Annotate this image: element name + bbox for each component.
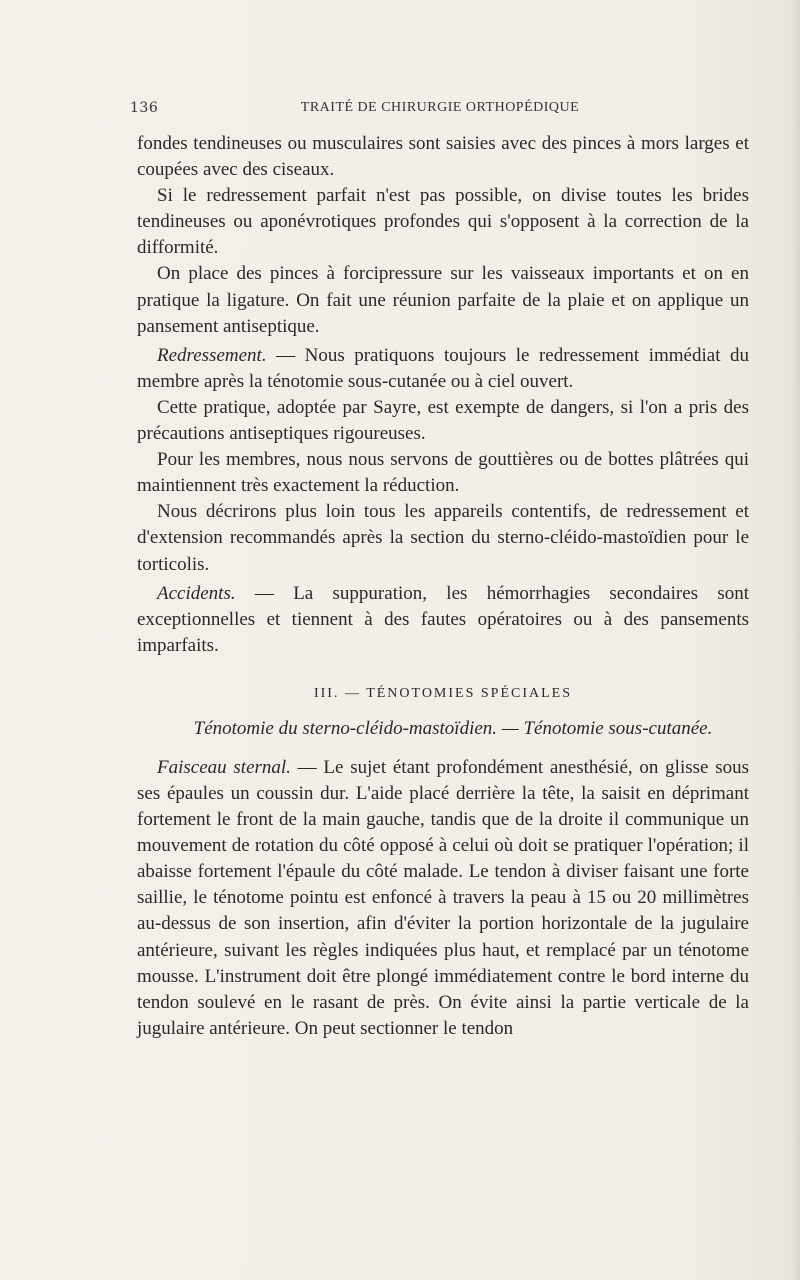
running-title: TRAITÉ DE CHIRURGIE ORTHOPÉDIQUE: [300, 100, 580, 115]
paragraph-lead-redressement: Redressement.: [157, 344, 267, 366]
paragraph-lead-accidents: Accidents.: [157, 582, 236, 604]
paragraph-accidents: [137, 581, 749, 659]
paragraph-text-accidents: — La suppuration, les hémorrhagies secondaires sont exceptionnelles et tiennent à des fautes opératoires ou à des pansements imparfaits.: [137, 582, 749, 656]
page-content: [137, 131, 749, 1042]
paragraph-membres: Pour les membres, nous nous servons de gouttières ou de bottes plâtrées qui maintiennent très exactement la réduction.: [137, 449, 749, 497]
section-heading: III. — TÉNOTOMIES SPÉCIALES: [313, 685, 573, 701]
paragraph-text-faisceau: — Le sujet étant profondément anesthésié, on glisse sous ses épaules un coussin dur. L'aide placé derrière la tête, la saisit en déprimant fortement le front de la main gauche, tandis que de la droite il communique un mouvement de rotation du côté opposé à celui où doit se pratiquer l'opération; il abaisse fortement l'épaule du côté malade. Le tendon à diviser faisant une forte saillie, le ténotome pointu est enfoncé à travers la peau à 15 ou 20 millimètres au-dessus de son insertion, afin d'éviter la portion horizontale de la jugulaire antérieure, suivant les règles indiquées plus haut, et remplacé par un ténotome mousse. L'instrument doit être plongé immédiatement contre le bord interne du tendon soulevé en le rasant de près. On évite ainsi la partie verticale de la jugulaire antérieure. On peut sectionner le tendon: [137, 756, 749, 1039]
paragraph-ligature: On place des pinces à forcipressure sur les vaisseaux importants et on en pratique la ligature. On fait une réunion parfaite de la plaie et on applique un pansement antiseptique.: [137, 263, 749, 337]
paragraph-lead-faisceau: Faisceau sternal.: [157, 756, 291, 778]
paragraph-continuation: fondes tendineuses ou musculaires sont saisies avec des pinces à mors larges et coupées avec des ciseaux.: [137, 133, 749, 181]
page-edge-shadow: [790, 0, 800, 1280]
paragraph-faisceau-sternal: [137, 755, 749, 1042]
page-number: 136: [130, 100, 159, 116]
paragraph-text-redressement: — Nous pratiquons toujours le redressement immédiat du membre après la ténotomie sous-cutanée ou à ciel ouvert.: [137, 344, 749, 392]
paragraph-sayre: Cette pratique, adoptée par Sayre, est exempte de dangers, si l'on a pris des précautions antiseptiques rigoureuses.: [137, 396, 749, 445]
page-header: [130, 100, 750, 122]
section-subtitle: Ténotomie du sterno-cléido-mastoïdien. — Ténotomie sous-cutanée.: [193, 717, 713, 739]
paragraph-redressement: [137, 343, 749, 395]
paragraph-appareils: Nous décrirons plus loin tous les appareils contentifs, de redressement et d'extension recommandés après la section du sterno-cléido-mastoïdien pour le torticolis.: [137, 501, 749, 575]
paragraph-redressement-impossible: Si le redressement parfait n'est pas possible, on divise toutes les brides tendineuses ou aponévrotiques profondes qui s'opposent à la correction de la difformité.: [137, 185, 749, 259]
